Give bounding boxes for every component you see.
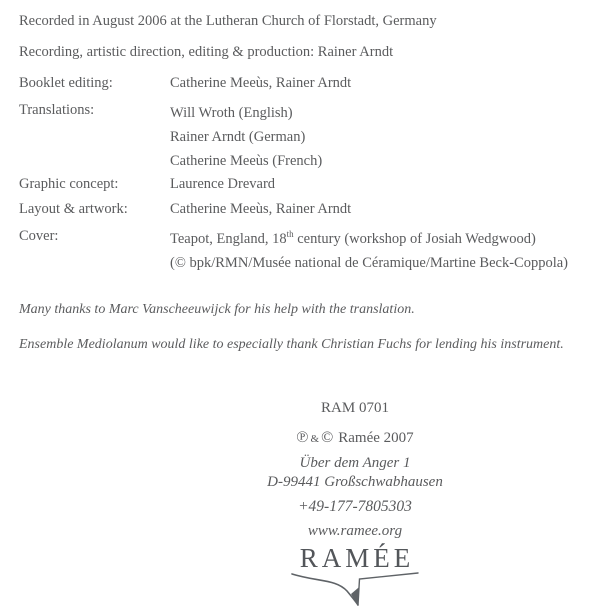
recording-location-line: Recorded in August 2006 at the Lutheran Church of Florstadt, Germany xyxy=(19,13,437,29)
website-url: www.ramee.org xyxy=(307,523,403,539)
credit-label: Cover: xyxy=(19,228,59,244)
credit-value: Laurence Drevard xyxy=(170,176,276,192)
translation-french: Catherine Meeùs (French) xyxy=(170,153,323,169)
translation-english: Will Wroth (English) xyxy=(170,105,293,121)
credit-value-list xyxy=(170,101,322,173)
catalog-number: RAM 0701 xyxy=(321,400,389,416)
cover-description-line xyxy=(170,227,568,251)
credit-label: Translations: xyxy=(19,102,95,118)
credit-label: Graphic concept: xyxy=(19,176,119,192)
footer-block xyxy=(110,399,600,615)
credit-label: Layout & artwork: xyxy=(19,201,128,217)
address-street: Über dem Anger 1 xyxy=(299,455,411,471)
translation-german: Rainer Arndt (German) xyxy=(170,129,306,145)
cover-description-post: century (workshop of Josiah Wedgwood) xyxy=(293,231,536,247)
copyright-label: Ramée 2007 xyxy=(338,430,414,446)
phone-number: +49-177-7805303 xyxy=(298,498,412,515)
credit-value: Catherine Meeùs, Rainer Arndt xyxy=(170,75,352,91)
credit-value: Catherine Meeùs, Rainer Arndt xyxy=(170,201,352,217)
copyright-symbol: © xyxy=(321,429,334,446)
cover-photo-credit-line: (© bpk/RMN/Musée national de Céramique/Martine Beck-Coppola) xyxy=(170,255,568,271)
copyright-line xyxy=(110,428,600,449)
thanks-note-instrument: Ensemble Mediolanum would like to especially thank Christian Fuchs for lending his instrument. xyxy=(19,337,564,352)
ramee-wordmark: RAMÉE xyxy=(299,543,415,573)
ordinal-superscript: th xyxy=(286,229,294,240)
address-city: D-99441 Großschwabhausen xyxy=(267,474,443,490)
phonogram-symbol: ℗ xyxy=(296,429,309,446)
copyright-ampersand: & xyxy=(310,433,320,445)
credit-value-list xyxy=(170,227,568,275)
calligraphic-flourish-icon xyxy=(290,570,420,615)
production-credit-line: Recording, artistic direction, editing & production: Rainer Arndt xyxy=(19,44,394,60)
label-address xyxy=(110,454,600,492)
credit-label: Booklet editing: xyxy=(19,75,113,91)
thanks-note-translation: Many thanks to Marc Vanscheeuwijck for his help with the translation. xyxy=(19,302,415,317)
cover-description-pre: Teapot, England, 18 xyxy=(170,231,287,247)
